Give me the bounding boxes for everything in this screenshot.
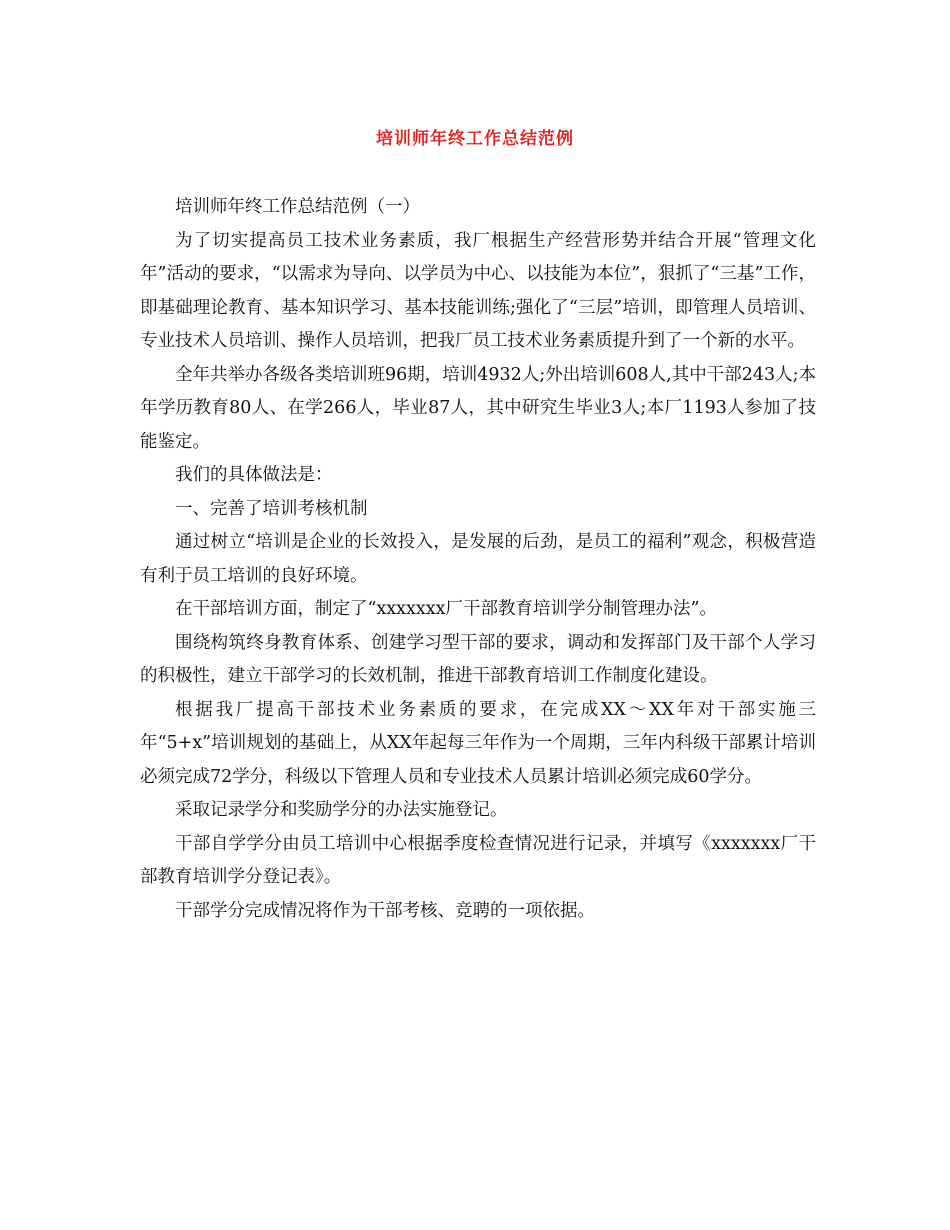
paragraph-intro: 为了切实提高员工技术业务素质，我厂根据生产经营形势并结合开展“管理文化年”活动的要求，“以需求为导向、以学员为中心、以技能为本位”，狠抓了“三基”工作，即基础理论教育、基本知识学习、基本技能训练;强化了“三层”培训，即管理人员培训、专业技术人员培训、操作人员培训，把我厂员工技术业务素质提升到了一个新的水平。: [140, 230, 816, 351]
paragraph-lifelong-learning: 围绕构筑终身教育体系、创建学习型干部的要求，调动和发挥部门及干部个人学习的积极性，建立干部学习的长效机制，推进干部教育培训工作制度化建设。: [140, 632, 816, 686]
paragraph-statistics: 全年共举办各级各类培训班96期，培训4932人;外出培训608人,其中干部243人;本年学历教育80人、在学266人，毕业87人，其中研究生毕业3人;本厂1193人参加了技能鉴定。: [140, 364, 816, 452]
document-title: 培训师年终工作总结范例: [376, 129, 574, 149]
paragraph-credit-plan: 根据我厂提高干部技术业务素质的要求，在完成XX～XX年对干部实施三年“5+x”培训规划的基础上，从XX年起每三年作为一个周期，三年内科级干部累计培训必须完成72学分，科级以下管理人员和专业技术人员累计培训必须完成60学分。: [140, 699, 816, 787]
paragraph-self-study-credits: 干部自学学分由员工培训中心根据季度检查情况进行记录，并填写《xxxxxxx厂干部教育培训学分登记表》。: [140, 833, 816, 887]
paragraph-cadre-training: 在干部培训方面，制定了“xxxxxxx厂干部教育培训学分制管理办法”。: [175, 599, 717, 619]
paragraph-methods-lead: 我们的具体做法是：: [175, 465, 333, 485]
paragraph-assessment-basis: 干部学分完成情况将作为干部考核、竞聘的一项依据。: [175, 900, 595, 921]
document-body: [140, 191, 816, 928]
section-heading-1: 一、完善了培训考核机制: [175, 498, 368, 519]
paragraph-subtitle: 培训师年终工作总结范例（一）: [175, 197, 420, 217]
paragraph-environment: 通过树立“培训是企业的长效投入，是发展的后劲，是员工的福利”观念，积极营造有利于员工培训的良好环境。: [140, 532, 816, 586]
paragraph-credit-registration: 采取记录学分和奖励学分的办法实施登记。: [175, 800, 508, 820]
